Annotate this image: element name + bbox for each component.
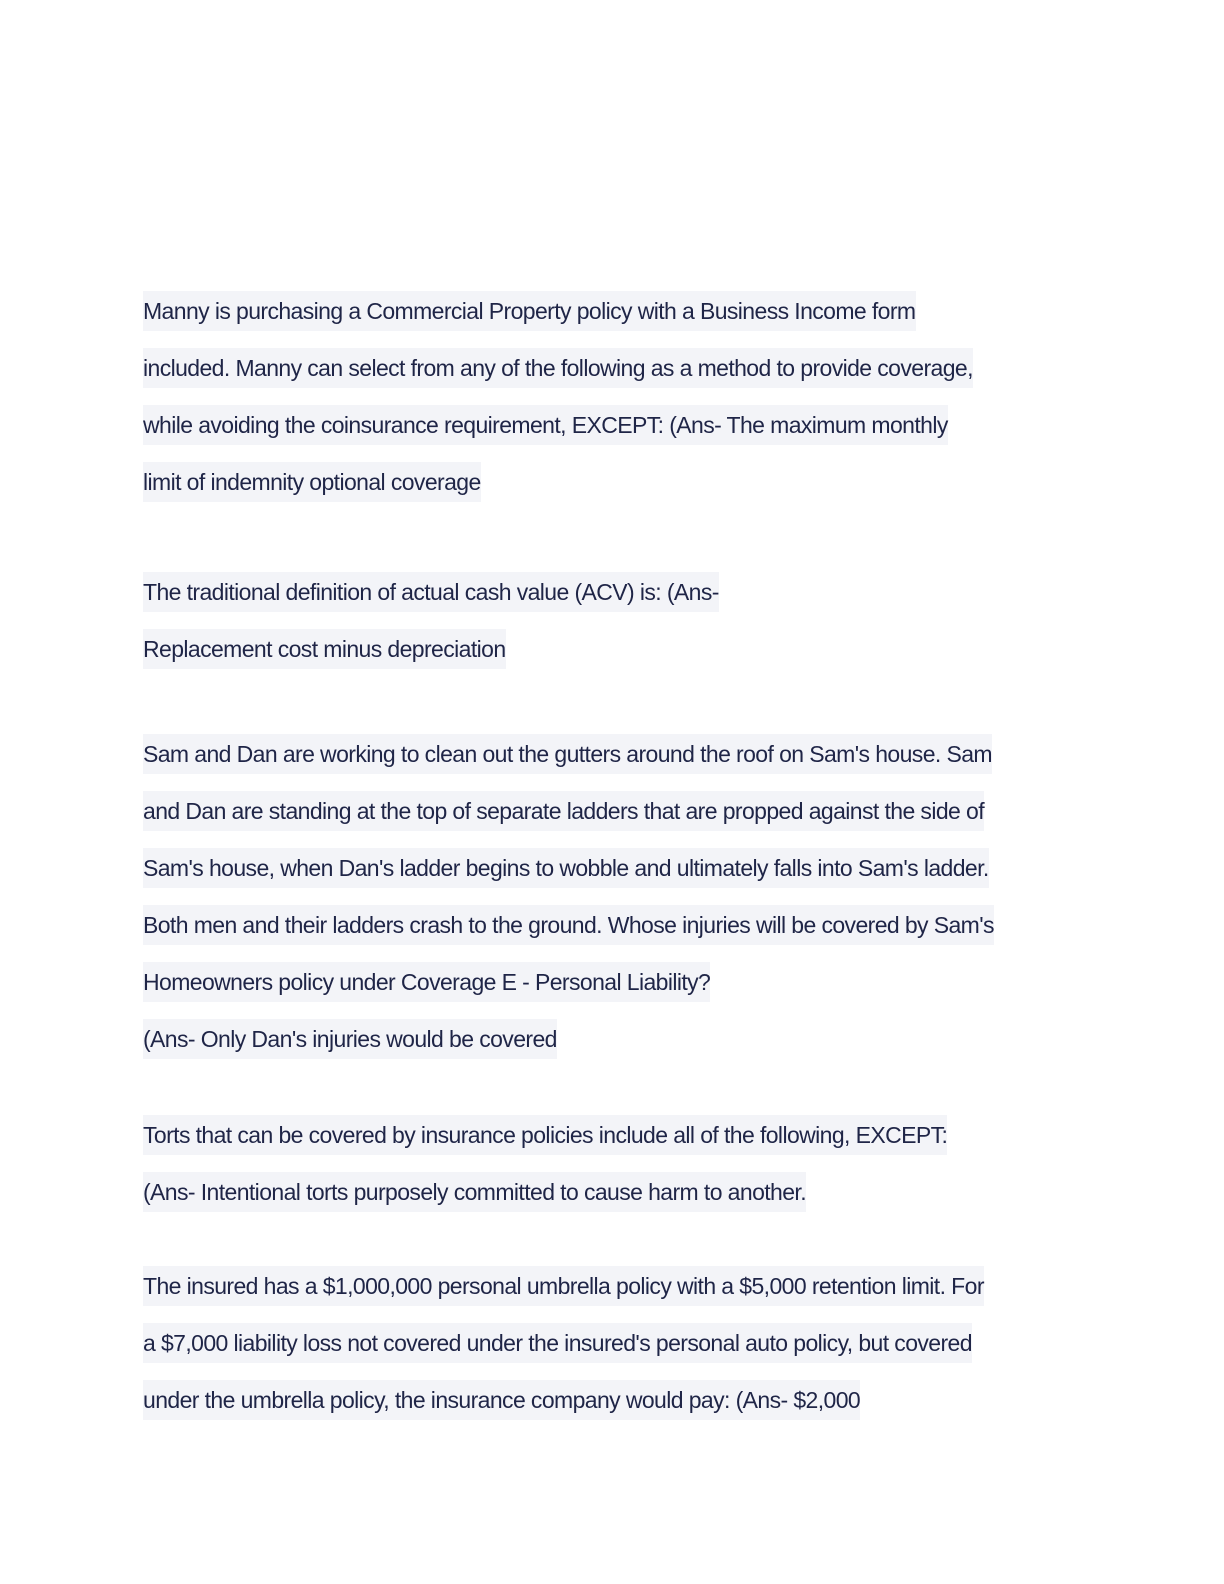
text-line: (Ans- Only Dan's injuries would be covered <box>143 1019 1073 1067</box>
text-line: limit of indemnity optional coverage <box>143 462 1073 519</box>
spacer <box>143 686 1073 734</box>
text-line: under the umbrella policy, the insurance company would pay: (Ans- $2,000 <box>143 1380 1073 1437</box>
text-line: Sam's house, when Dan's ladder begins to wobble and ultimately falls into Sam's ladder. <box>143 848 1073 905</box>
document-page <box>143 291 1073 1437</box>
text-line: The traditional definition of actual cash value (ACV) is: (Ans- <box>143 572 1073 629</box>
text-line: a $7,000 liability loss not covered under the insured's personal auto policy, but covered <box>143 1323 1073 1380</box>
question-2 <box>143 572 1073 686</box>
question-3 <box>143 734 1073 1067</box>
spacer <box>143 1220 1073 1266</box>
text-line: and Dan are standing at the top of separate ladders that are propped against the side of <box>143 791 1073 848</box>
text-line: Both men and their ladders crash to the ground. Whose injuries will be covered by Sam's <box>143 905 1073 962</box>
text-line: Torts that can be covered by insurance policies include all of the following, EXCEPT: <box>143 1115 1073 1172</box>
text-line: The insured has a $1,000,000 personal umbrella policy with a $5,000 retention limit. For <box>143 1266 1073 1323</box>
text-line: Manny is purchasing a Commercial Property policy with a Business Income form <box>143 291 1073 348</box>
text-line: while avoiding the coinsurance requirement, EXCEPT: (Ans- The maximum monthly <box>143 405 1073 462</box>
question-1 <box>143 291 1073 519</box>
text-line: Replacement cost minus depreciation <box>143 629 1073 686</box>
spacer <box>143 519 1073 572</box>
text-line: included. Manny can select from any of the following as a method to provide coverage, <box>143 348 1073 405</box>
text-line: (Ans- Intentional torts purposely committed to cause harm to another. <box>143 1172 1073 1220</box>
question-4 <box>143 1115 1073 1220</box>
text-line: Sam and Dan are working to clean out the gutters around the roof on Sam's house. Sam <box>143 734 1073 791</box>
text-line: Homeowners policy under Coverage E - Personal Liability? <box>143 962 1073 1019</box>
spacer <box>143 1067 1073 1115</box>
question-5 <box>143 1266 1073 1437</box>
